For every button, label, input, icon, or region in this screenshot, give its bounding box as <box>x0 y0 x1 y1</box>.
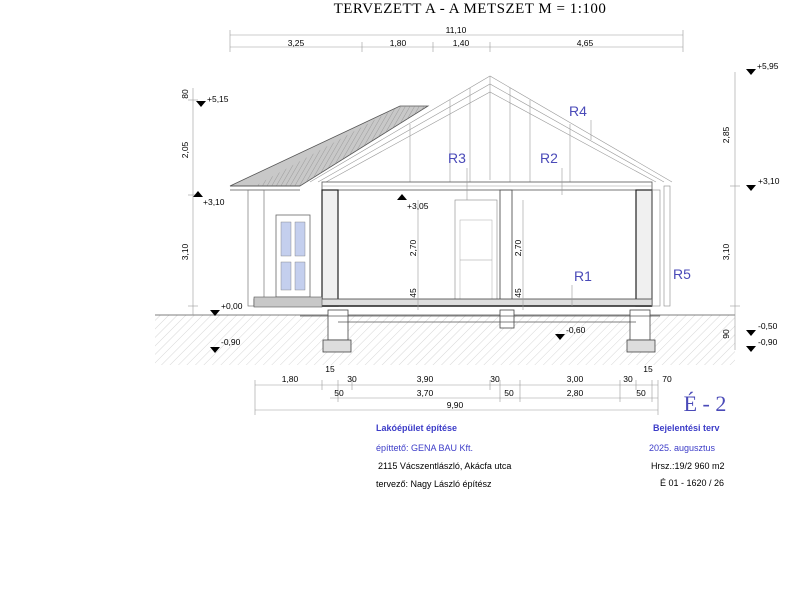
interior-door-frame <box>455 200 497 306</box>
level-left-top: +5,15 <box>207 94 229 104</box>
top-dim-3: 1,40 <box>452 38 470 48</box>
left-vertical-dims <box>180 88 198 315</box>
bottom-dim-3: 30 <box>347 374 357 384</box>
bottom-dim-2: 15 <box>325 364 335 374</box>
bottom-dim-6: 3,00 <box>566 374 584 384</box>
left-vdim-2: 2,05 <box>180 141 190 159</box>
porch-column <box>248 190 264 306</box>
top-overall-dim: 11,10 <box>445 25 467 35</box>
left-vdim-1: 80 <box>180 89 190 99</box>
top-dim-1: 3,25 <box>287 38 305 48</box>
room-label-r5: R5 <box>673 266 691 282</box>
bottom-dim-7: 30 <box>623 374 633 384</box>
left-vdim-3: 3,10 <box>180 243 190 261</box>
level-left-eave: +3,10 <box>203 197 225 207</box>
bottom-dim2-5: 50 <box>636 388 646 398</box>
top-dim-2: 1,80 <box>389 38 407 48</box>
sheet-number: É - 2 <box>683 391 727 416</box>
tb-code: É 01 - 1620 / 26 <box>660 478 725 488</box>
right-exterior-wall <box>636 190 652 306</box>
level-ceiling: +3,05 <box>407 201 429 211</box>
bottom-dim2-4: 2,80 <box>566 388 584 398</box>
tb-date: 2025. augusztus <box>649 443 716 453</box>
room-label-r2: R2 <box>540 150 558 166</box>
right-vdim-1: 2,85 <box>721 126 731 144</box>
bottom-dim-4: 3,90 <box>416 374 434 384</box>
inner-vdim-3: 45 <box>408 288 418 298</box>
bottom-dimension-chain <box>255 364 672 415</box>
tb-address: 2115 Vácszentlászló, Akácfa utca <box>378 461 512 471</box>
right-vertical-dims <box>721 72 740 350</box>
level-right-eave: +3,10 <box>758 176 780 186</box>
bottom-dim2-2: 3,70 <box>416 388 434 398</box>
room-label-r4: R4 <box>569 103 587 119</box>
bottom-dim2-3: 50 <box>504 388 514 398</box>
right-vdim-2: 3,10 <box>721 243 731 261</box>
title-block <box>376 423 725 489</box>
level-right-ground2: -0,90 <box>758 337 778 347</box>
level-right-ground1: -0,50 <box>758 321 778 331</box>
room-label-r1: R1 <box>574 268 592 284</box>
interior-wall <box>500 190 512 306</box>
level-left-floor: +0,00 <box>221 301 243 311</box>
top-dim-4: 4,65 <box>576 38 594 48</box>
inner-vdim-4: 45 <box>513 288 523 298</box>
bottom-dim-8: 15 <box>643 364 653 374</box>
inner-vdim-2: 2,70 <box>513 239 523 257</box>
drawing-title: TERVEZETT A - A METSZET M = 1:100 <box>333 1 607 17</box>
room-label-r3: R3 <box>448 150 466 166</box>
top-dimension-chain <box>230 25 683 52</box>
bottom-dim-5: 30 <box>490 374 500 384</box>
level-markers <box>193 61 780 353</box>
bottom-dim3-overall: 9,90 <box>446 400 464 410</box>
bottom-dim2-1: 50 <box>334 388 344 398</box>
tb-builder: építtető: GENA BAU Kft. <box>376 443 474 453</box>
bottom-dim-1: 1,80 <box>281 374 299 384</box>
level-right-top: +5,95 <box>757 61 779 71</box>
inner-vdim-1: 2,70 <box>408 239 418 257</box>
bottom-dim-9: 70 <box>662 374 672 384</box>
right-vdim-3: 90 <box>721 329 731 339</box>
tb-plot: Hrsz.:19/2 960 m2 <box>651 461 725 471</box>
tb-plan-type: Bejelentési terv <box>653 423 720 433</box>
left-exterior-wall <box>322 190 338 306</box>
level-left-ground: -0,90 <box>221 337 241 347</box>
tb-designer: tervező: Nagy László építész <box>376 479 492 489</box>
porch-window <box>276 215 310 297</box>
tb-project: Lakóépület építése <box>376 423 458 433</box>
level-foundation: -0,60 <box>566 325 586 335</box>
